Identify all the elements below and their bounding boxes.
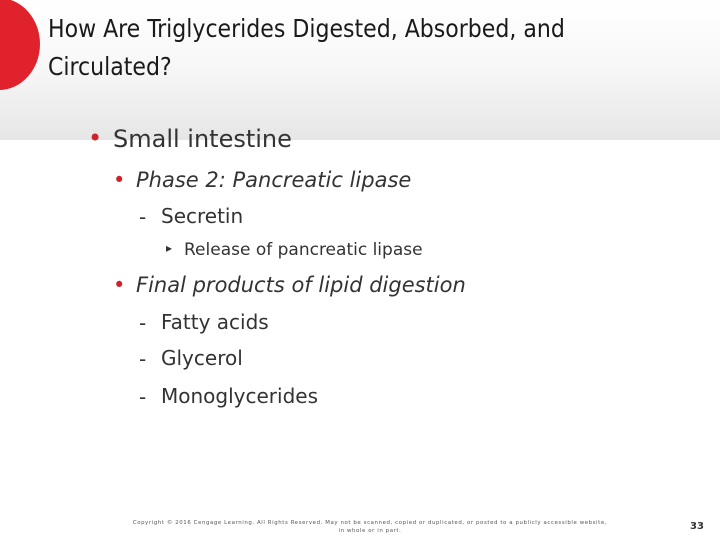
bullet-small-intestine: Small intestine [113,125,292,153]
triangle-marker: ▸ [166,241,173,255]
bullet-phase-2: Phase 2: Pancreatic lipase [136,168,412,192]
slide-title-line-1: How Are Triglycerides Digested, Absorbed, and [48,14,565,43]
bullet-fatty-acids: Fatty acids [161,310,269,334]
bullet-monoglycerides: Monoglycerides [161,384,318,408]
dash-marker: - [139,385,147,409]
slide-title-line-2: Circulated? [48,52,172,81]
bullet-secretin: Secretin [161,204,244,228]
bullet-marker: • [113,273,126,297]
copyright-footer [110,519,630,535]
bullet-marker: • [88,124,103,152]
dash-marker: - [139,347,147,371]
bullet-marker: • [113,168,126,192]
copyright-line-1: Copyright © 2016 Cengage Learning. All Rights Reserved. May not be scanned, copied or duplicated, or posted to a publicly accessible website, [132,520,608,526]
bullet-release-of-pancreatic-lipase: Release of pancreatic lipase [184,240,423,260]
bullet-final-products: Final products of lipid digestion [136,273,466,297]
dash-marker: - [139,311,147,335]
slide-number: 33 [690,521,704,532]
dash-marker: - [139,205,147,229]
copyright-line-2: in whole or in part. [338,528,402,534]
bullet-glycerol: Glycerol [161,346,243,370]
